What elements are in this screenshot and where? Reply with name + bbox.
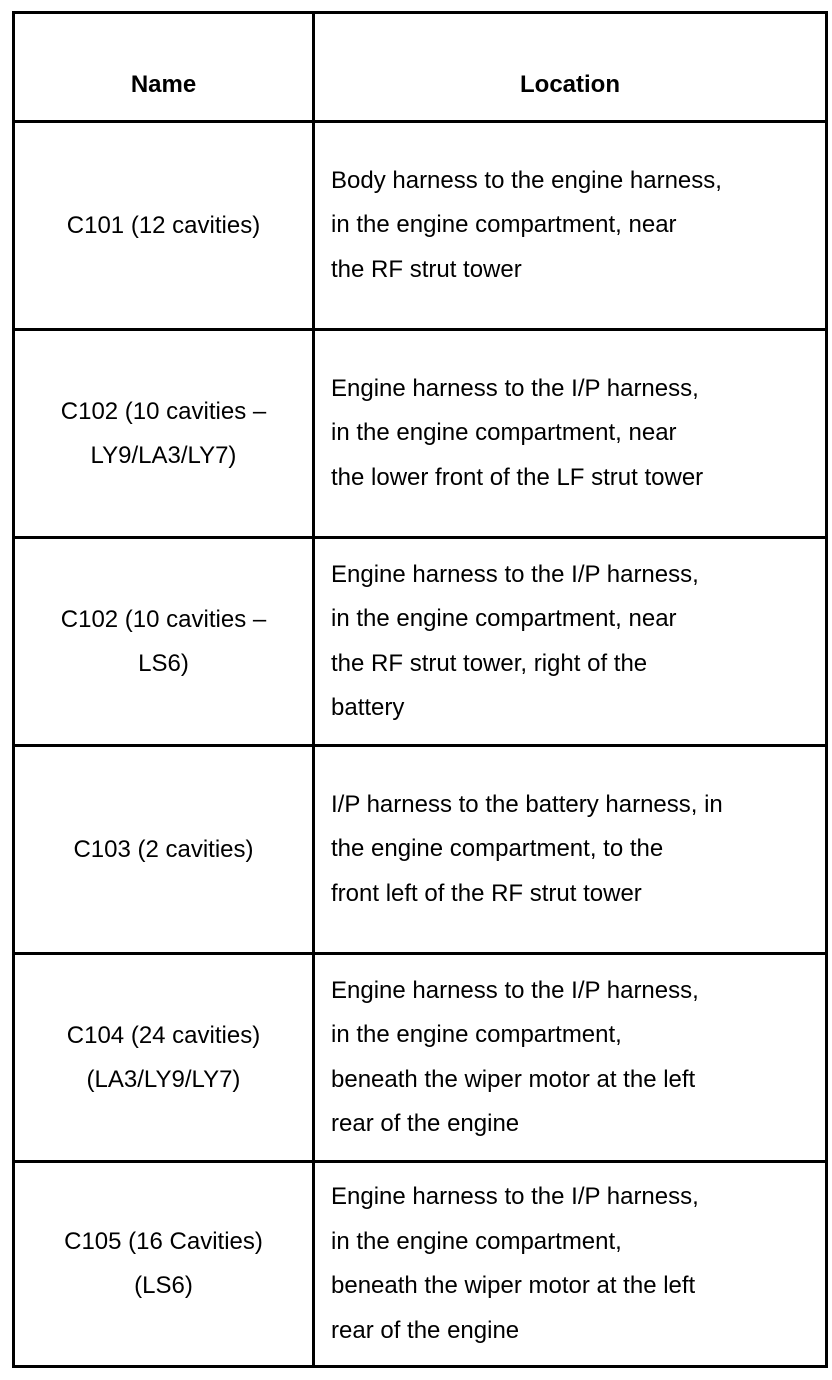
table-row (15, 952, 825, 1160)
connector-location (331, 955, 815, 1160)
table-row (15, 328, 825, 536)
location-line: battery (331, 694, 405, 721)
location-line: rear of the engine (331, 1316, 520, 1344)
header-row (15, 14, 825, 120)
location-line: Engine harness to the I/P harness, (331, 1183, 699, 1210)
connector-location (331, 1163, 815, 1365)
location-line: Body harness to the engine harness, (331, 166, 722, 194)
location-line: front left of the RF strut tower (331, 879, 642, 907)
table-row (15, 120, 825, 328)
connector-name: C102 (10 cavities – LS6) (60, 605, 267, 677)
connector-location (331, 331, 815, 536)
location-line: beneath the wiper motor at the left (331, 1272, 696, 1299)
location-line: in the engine compartment, (331, 1021, 622, 1048)
location-line: Engine harness to the I/P harness, (331, 976, 699, 1004)
connector-name: C103 (2 cavities) (73, 835, 254, 863)
location-line: the RF strut tower, right of the (331, 649, 648, 677)
header-location: Location (520, 70, 620, 98)
header-name: Name (130, 71, 197, 98)
location-line: beneath the wiper motor at the left (331, 1065, 696, 1093)
connector-location (331, 747, 815, 952)
table-row (15, 744, 825, 952)
connector-name: C102 (10 cavities – LY9/LA3/LY7) (60, 397, 267, 469)
connector-location (331, 123, 815, 328)
location-line: the RF strut tower (331, 255, 522, 283)
location-line: in the engine compartment, near (331, 211, 677, 239)
location-line: Engine harness to the I/P harness, (331, 374, 699, 402)
location-line: in the engine compartment, near (331, 419, 677, 447)
connector-table (12, 11, 828, 1368)
location-line: in the engine compartment, near (331, 605, 677, 632)
location-line: the engine compartment, to the (331, 835, 664, 863)
connector-name: C104 (24 cavities) (LA3/LY9/LY7) (66, 1021, 261, 1093)
connector-name: C105 (16 Cavities) (LS6) (64, 1228, 263, 1299)
location-line: rear of the engine (331, 1110, 520, 1137)
location-line: Engine harness to the I/P harness, (331, 560, 699, 588)
location-line: the lower front of the LF strut tower (331, 463, 704, 491)
table-row (15, 1160, 825, 1365)
location-line: in the engine compartment, (331, 1227, 622, 1255)
connector-name: C101 (12 cavities) (66, 211, 261, 239)
location-line: I/P harness to the battery harness, in (331, 790, 723, 818)
connector-location (331, 539, 815, 744)
table-row (15, 536, 825, 744)
